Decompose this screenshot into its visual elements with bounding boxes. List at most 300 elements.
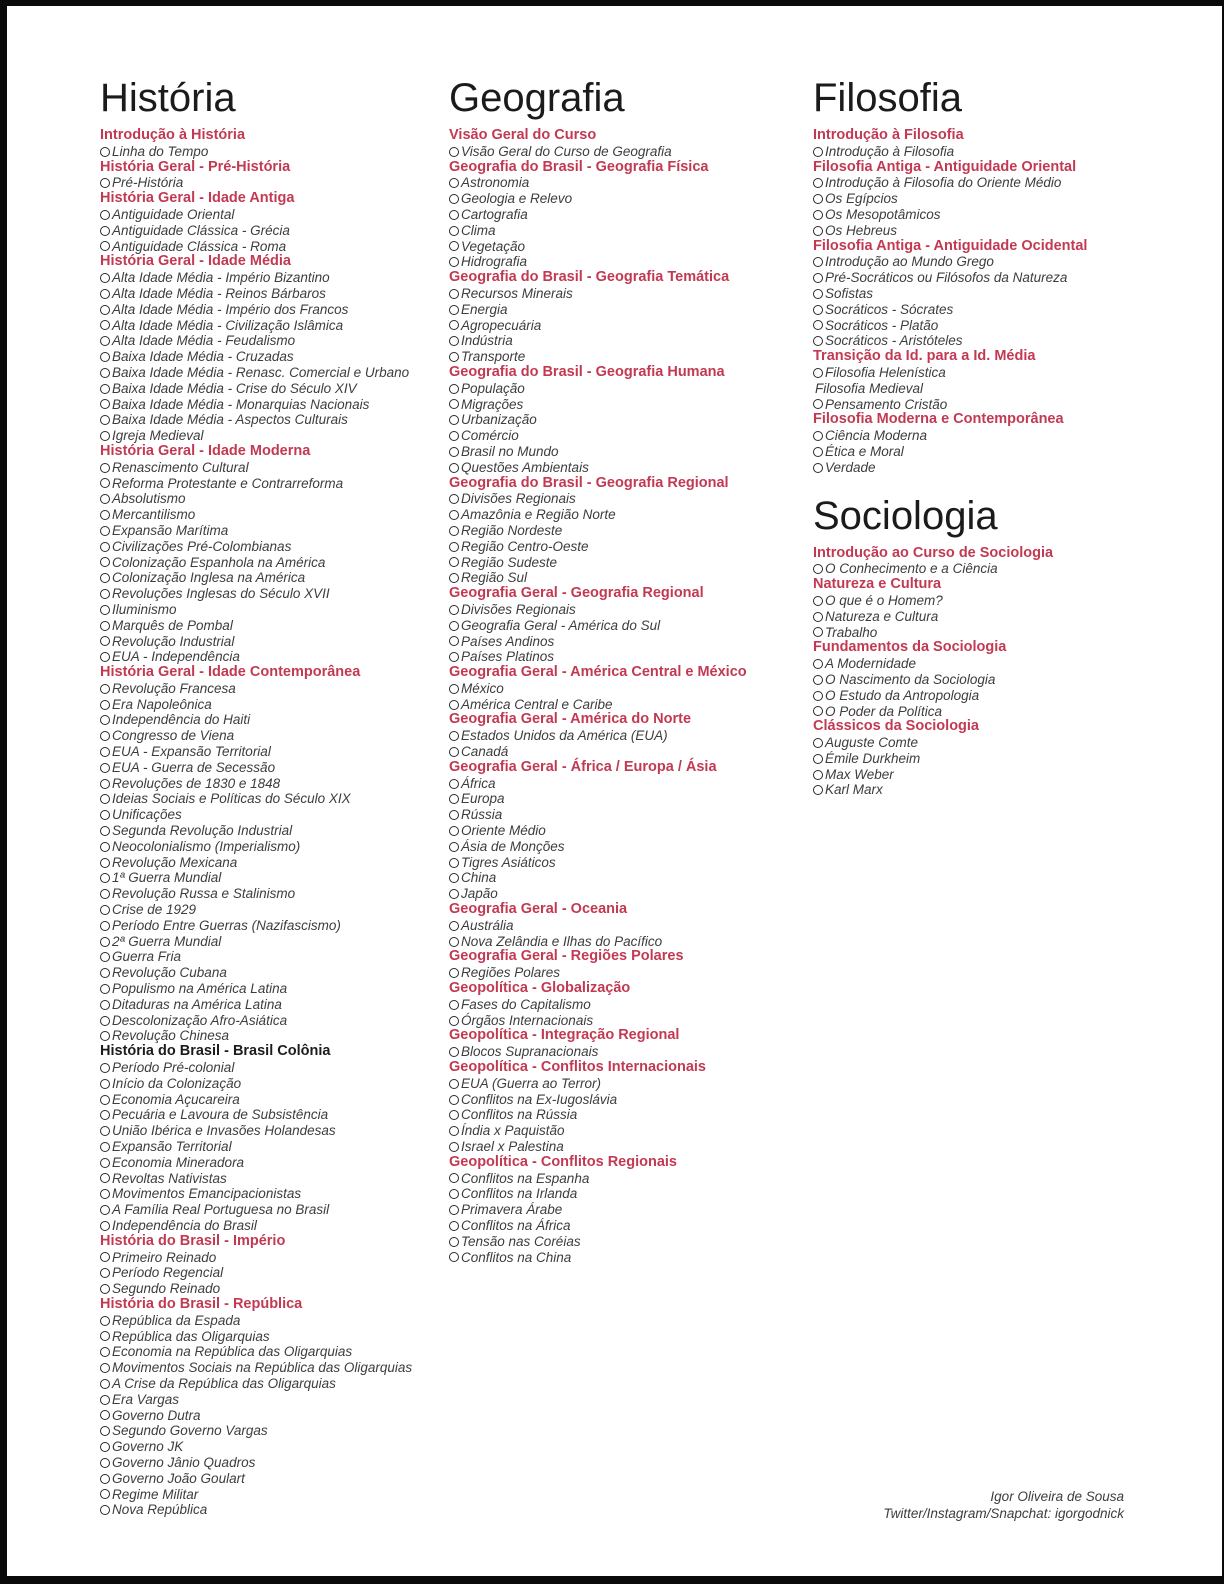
checkbox-circle-icon	[449, 1237, 459, 1247]
module-header: Geografia Geral - África / Europa / Ásia	[449, 758, 717, 775]
checkbox-circle-icon	[100, 463, 110, 473]
lesson-label: Independência do Brasil	[112, 1217, 257, 1233]
lesson-row	[100, 1471, 412, 1487]
lesson-row	[449, 1186, 747, 1202]
lesson-label: Segundo Governo Vargas	[112, 1423, 268, 1439]
lesson-row	[100, 839, 412, 855]
checkbox-circle-icon	[100, 1126, 110, 1136]
checkbox-circle-icon	[100, 858, 110, 868]
lesson-label: Conflitos na Espanha	[461, 1170, 590, 1186]
lesson-row	[100, 1455, 412, 1471]
lesson-row	[813, 688, 1087, 704]
lesson-label: Oriente Médio	[461, 823, 546, 839]
checkbox-circle-icon	[100, 1426, 110, 1436]
lesson-row	[813, 593, 1087, 609]
checkbox-circle-icon	[100, 415, 110, 425]
lesson-row	[100, 491, 412, 507]
lesson-row	[100, 270, 412, 286]
module-header: Clássicos da Sociologia	[813, 718, 979, 735]
lesson-row	[449, 602, 747, 618]
module-header: Introdução à História	[100, 127, 246, 143]
lesson-row	[100, 365, 412, 381]
checkbox-circle-icon	[100, 305, 110, 315]
lesson-row	[100, 460, 412, 476]
lesson-row	[813, 782, 1087, 798]
lesson-label: América Central e Caribe	[461, 696, 613, 712]
lesson-row	[100, 1092, 412, 1108]
lesson-label: Ásia de Monções	[461, 838, 565, 854]
lesson-label: Introdução à Filosofia	[825, 143, 955, 159]
lesson-label: Tensão nas Coréias	[461, 1233, 581, 1249]
checkbox-circle-icon	[813, 785, 823, 795]
lesson-row	[100, 428, 412, 444]
module-header: História Geral - Idade Contemporânea	[100, 664, 361, 681]
lesson-label: Início da Colonização	[112, 1075, 242, 1091]
lesson-label: Urbanização	[461, 412, 537, 428]
lesson-label: República das Oligarquias	[112, 1328, 270, 1344]
checkbox-circle-icon	[100, 779, 110, 789]
lesson-label: Karl Marx	[825, 782, 883, 798]
lesson-row	[100, 302, 412, 318]
module-header: Filosofia Antiga - Antiguidade Ocidental	[813, 237, 1088, 254]
lesson-row	[449, 634, 747, 650]
lesson-row	[100, 870, 412, 886]
lesson-row	[449, 823, 747, 839]
lesson-row	[449, 791, 747, 807]
lesson-label: EUA - Independência	[112, 649, 240, 665]
lesson-label: Conflitos na Ex-Iugoslávia	[461, 1091, 618, 1107]
checkbox-circle-icon	[813, 754, 823, 764]
lesson-row	[813, 365, 1087, 381]
checkbox-circle-icon	[449, 510, 459, 520]
lesson-row	[100, 1107, 412, 1123]
checkbox-circle-icon	[100, 368, 110, 378]
lesson-label: Igreja Medieval	[112, 428, 204, 444]
lesson-row	[100, 712, 412, 728]
lesson-label: Economia Mineradora	[112, 1154, 245, 1170]
lesson-row	[100, 902, 412, 918]
checkbox-circle-icon	[449, 257, 459, 267]
checkbox-circle-icon	[449, 1016, 459, 1026]
module-header: Geografia do Brasil - Geografia Regional	[449, 474, 729, 491]
lesson-label: O Conhecimento e a Ciência	[825, 561, 998, 577]
lesson-row	[100, 1487, 412, 1503]
lesson-label: Émile Durkheim	[825, 750, 921, 766]
lesson-row	[449, 507, 747, 523]
lesson-label: O que é o Homem?	[825, 592, 943, 608]
lesson-row	[449, 349, 747, 365]
lesson-row	[813, 397, 1087, 413]
lesson-row	[100, 381, 412, 397]
lesson-label: O Estudo da Antropologia	[825, 687, 980, 703]
checkbox-circle-icon	[813, 612, 823, 622]
lesson-label: Expansão Marítima	[112, 522, 229, 538]
lesson-label: Filosofia Helenística	[825, 364, 946, 380]
checkbox-circle-icon	[449, 684, 459, 694]
lesson-label: Alta Idade Média - Civilização Islâmica	[112, 317, 344, 333]
module-header: Geografia Geral - América do Norte	[449, 711, 692, 728]
checkbox-circle-icon	[449, 700, 459, 710]
checkbox-circle-icon	[813, 273, 823, 283]
lesson-row	[100, 1013, 412, 1029]
checkbox-circle-icon	[813, 210, 823, 220]
lesson-row	[100, 1186, 412, 1202]
checkbox-circle-icon	[449, 1142, 459, 1152]
checkbox-circle-icon	[813, 336, 823, 346]
checkbox-circle-icon	[449, 526, 459, 536]
lesson-label: A Família Real Portuguesa no Brasil	[112, 1202, 330, 1218]
lesson-row	[100, 649, 412, 665]
checkbox-circle-icon	[449, 289, 459, 299]
checkbox-circle-icon	[449, 226, 459, 236]
lesson-label: Região Nordeste	[461, 522, 563, 538]
checkbox-circle-icon	[100, 478, 110, 488]
lesson-row	[100, 1250, 412, 1266]
lesson-row	[100, 728, 412, 744]
checkbox-circle-icon	[100, 937, 110, 947]
lesson-row	[100, 412, 412, 428]
lesson-label: Conflitos na África	[461, 1217, 571, 1233]
lesson-row	[449, 1202, 747, 1218]
lesson-row	[449, 934, 747, 950]
lesson-label: EUA (Guerra ao Terror)	[461, 1075, 602, 1091]
lesson-label: Absolutismo	[112, 491, 186, 507]
lesson-row	[100, 1408, 412, 1424]
lesson-row	[449, 776, 747, 792]
lesson-label: Economia na República das Oligarquias	[112, 1344, 353, 1360]
checkbox-circle-icon	[100, 273, 110, 283]
lesson-label: Segunda Revolução Industrial	[112, 823, 293, 839]
checkbox-circle-icon	[100, 1142, 110, 1152]
lesson-label: Crise de 1929	[112, 902, 197, 918]
checkbox-circle-icon	[449, 210, 459, 220]
lesson-row	[100, 1281, 412, 1297]
lesson-row	[100, 886, 412, 902]
lesson-row	[813, 223, 1087, 239]
module-header: Geopolítica - Globalização	[449, 980, 631, 997]
footer-author: Igor Oliveira de Sousa	[990, 1489, 1124, 1504]
checkbox-circle-icon	[813, 627, 823, 637]
lesson-label: Ditaduras na América Latina	[112, 996, 282, 1012]
checkbox-circle-icon	[449, 352, 459, 362]
lesson-row	[449, 570, 747, 586]
lesson-label: Índia x Paquistão	[461, 1123, 565, 1139]
checkbox-circle-icon	[100, 889, 110, 899]
lesson-label: China	[461, 870, 497, 886]
lesson-label: Pré-História	[112, 175, 184, 191]
checkbox-circle-icon	[813, 738, 823, 748]
checkbox-circle-icon	[813, 147, 823, 157]
lesson-row	[100, 286, 412, 302]
lesson-row	[813, 561, 1087, 577]
checkbox-circle-icon	[100, 1095, 110, 1105]
checkbox-circle-icon	[449, 747, 459, 757]
checkbox-circle-icon	[449, 1205, 459, 1215]
lesson-label: Unificações	[112, 807, 182, 823]
lesson-row	[100, 223, 412, 239]
lesson-label: Linha do Tempo	[112, 143, 209, 159]
lesson-row	[449, 1250, 747, 1266]
lesson-row	[813, 207, 1087, 223]
checkbox-circle-icon	[100, 1505, 110, 1515]
checkbox-circle-icon	[449, 1173, 459, 1183]
lesson-label: Ciência Moderna	[825, 428, 928, 444]
lesson-label: Renascimento Cultural	[112, 459, 249, 475]
lesson-label: Período Regencial	[112, 1265, 224, 1281]
lesson-row	[100, 523, 412, 539]
lesson-row	[449, 1092, 747, 1108]
lesson-label: Revolução Francesa	[112, 680, 236, 696]
lesson-row	[100, 1202, 412, 1218]
lesson-label: Visão Geral do Curso de Geografia	[461, 143, 672, 159]
lesson-row	[813, 735, 1087, 751]
lesson-label: Período Entre Guerras (Nazifascismo)	[112, 917, 341, 933]
lesson-label: Cartografia	[461, 206, 528, 222]
module-header: Introdução à Filosofia	[813, 127, 964, 143]
lesson-row	[100, 570, 412, 586]
lesson-label: Divisões Regionais	[461, 601, 576, 617]
lesson-label: 1ª Guerra Mundial	[112, 870, 222, 886]
lesson-label: Antiguidade Clássica - Roma	[112, 238, 287, 254]
lesson-row	[100, 965, 412, 981]
lesson-label: Natureza e Cultura	[825, 608, 939, 624]
checkbox-circle-icon	[100, 1158, 110, 1168]
lesson-label: Regiões Polares	[461, 965, 561, 981]
checkbox-circle-icon	[449, 494, 459, 504]
lesson-row	[100, 1392, 412, 1408]
lesson-label: Primavera Árabe	[461, 1202, 563, 1218]
lesson-label: México	[461, 680, 504, 696]
lesson-row	[100, 1028, 412, 1044]
lesson-label: Baixa Idade Média - Renasc. Comercial e Urbano	[112, 364, 410, 380]
checkbox-circle-icon	[449, 937, 459, 947]
lesson-label: Governo Jânio Quadros	[112, 1454, 256, 1470]
checkbox-circle-icon	[449, 399, 459, 409]
lesson-row	[813, 333, 1087, 349]
lesson-row	[100, 1139, 412, 1155]
checkbox-circle-icon	[813, 706, 823, 716]
lesson-row	[449, 744, 747, 760]
lesson-label: Israel x Palestina	[461, 1139, 564, 1154]
lesson-row	[100, 239, 412, 255]
checkbox-circle-icon	[449, 415, 459, 425]
checkbox-circle-icon	[100, 226, 110, 236]
lesson-label: Revoluções Inglesas do Século XVII	[112, 586, 330, 602]
lesson-row	[449, 302, 747, 318]
lesson-label: Canadá	[461, 744, 509, 760]
checkbox-circle-icon	[449, 1079, 459, 1089]
checkbox-circle-icon	[449, 889, 459, 899]
lesson-label: A Modernidade	[825, 656, 917, 672]
checkbox-circle-icon	[100, 700, 110, 710]
checkbox-circle-icon	[100, 1395, 110, 1405]
lesson-row	[100, 697, 412, 713]
checkbox-circle-icon	[449, 320, 459, 330]
lesson-label: Japão	[461, 886, 498, 902]
lesson-row	[449, 1076, 747, 1092]
lesson-label: Revolução Cubana	[112, 965, 227, 981]
checkbox-circle-icon	[449, 1047, 459, 1057]
checkbox-circle-icon	[100, 1252, 110, 1262]
lesson-row	[449, 681, 747, 697]
lesson-row	[449, 555, 747, 571]
lesson-row	[100, 539, 412, 555]
module-header: História do Brasil - Brasil Colônia	[100, 1043, 331, 1060]
module-header: História Geral - Pré-História	[100, 158, 291, 175]
checkbox-circle-icon	[100, 431, 110, 441]
checkbox-circle-icon	[100, 921, 110, 931]
lesson-row	[449, 523, 747, 539]
checkbox-circle-icon	[100, 810, 110, 820]
lesson-row	[100, 1171, 412, 1187]
lesson-row	[100, 744, 412, 760]
module-header: Transição da Id. para a Id. Média	[813, 348, 1036, 365]
checkbox-circle-icon	[100, 715, 110, 725]
lesson-label: Colonização Inglesa na América	[112, 570, 306, 586]
checkbox-circle-icon	[813, 691, 823, 701]
checkbox-circle-icon	[100, 557, 110, 567]
checkbox-circle-icon	[100, 1031, 110, 1041]
checkbox-circle-icon	[100, 636, 110, 646]
lesson-row	[100, 1439, 412, 1455]
lesson-label: Brasil no Mundo	[461, 443, 559, 459]
lesson-label: Órgãos Internacionais	[461, 1012, 594, 1028]
lesson-row	[100, 144, 412, 160]
lesson-label: Ideias Sociais e Políticas do Século XIX	[112, 791, 351, 807]
checkbox-circle-icon	[100, 1110, 110, 1120]
lesson-label: Baixa Idade Média - Monarquias Nacionais	[112, 396, 370, 412]
checkbox-circle-icon	[449, 178, 459, 188]
checkbox-circle-icon	[100, 1268, 110, 1278]
lesson-row	[813, 672, 1087, 688]
lesson-label: Revolução Mexicana	[112, 854, 238, 870]
checkbox-circle-icon	[100, 542, 110, 552]
checkbox-circle-icon	[813, 564, 823, 574]
lesson-row	[449, 728, 747, 744]
checkbox-circle-icon	[100, 968, 110, 978]
lesson-label: Independência do Haiti	[112, 712, 251, 728]
lesson-row	[449, 886, 747, 902]
lesson-label: 2ª Guerra Mundial	[112, 933, 222, 949]
checkbox-circle-icon	[813, 305, 823, 315]
lesson-label: Região Centro-Oeste	[461, 538, 589, 554]
checkbox-circle-icon	[100, 1363, 110, 1373]
lesson-row	[449, 1218, 747, 1234]
module-header: História Geral - Idade Antiga	[100, 190, 295, 207]
lesson-label: Vegetação	[461, 238, 526, 254]
checkbox-circle-icon	[100, 510, 110, 520]
lesson-row	[100, 507, 412, 523]
lesson-row	[100, 333, 412, 349]
lesson-label: Hidrografia	[461, 254, 528, 270]
lesson-row	[449, 460, 747, 476]
lesson-row	[449, 539, 747, 555]
lesson-row	[100, 807, 412, 823]
checkbox-circle-icon	[813, 368, 823, 378]
lesson-row	[100, 634, 412, 650]
checkbox-circle-icon	[813, 257, 823, 267]
lesson-label: Pré-Socráticos ou Filósofos da Natureza	[825, 270, 1068, 286]
lesson-label: Fases do Capitalismo	[461, 996, 591, 1012]
lesson-label: Movimentos Emancipacionistas	[112, 1186, 302, 1202]
module-header: Fundamentos da Sociologia	[813, 639, 1007, 656]
lesson-label: Colonização Espanhola na América	[112, 554, 326, 570]
lesson-row	[813, 318, 1087, 334]
lesson-label: Revolução Chinesa	[112, 1028, 230, 1044]
lesson-row	[449, 397, 747, 413]
lesson-row	[100, 997, 412, 1013]
lesson-label: República da Espada	[112, 1312, 241, 1328]
lesson-label: África	[461, 775, 496, 791]
lesson-row	[813, 625, 1087, 641]
lesson-label: Mercantilismo	[112, 507, 196, 523]
checkbox-circle-icon	[449, 431, 459, 441]
checkbox-circle-icon	[449, 858, 459, 868]
lesson-row	[100, 318, 412, 334]
checkbox-circle-icon	[449, 873, 459, 883]
lesson-label: Indústria	[461, 333, 513, 349]
checkbox-circle-icon	[100, 1379, 110, 1389]
lesson-row	[449, 618, 747, 634]
checkbox-circle-icon	[100, 336, 110, 346]
checkbox-circle-icon	[100, 1442, 110, 1452]
lesson-row	[100, 760, 412, 776]
checkbox-circle-icon	[100, 1173, 110, 1183]
lesson-row	[449, 428, 747, 444]
checkbox-circle-icon	[100, 1079, 110, 1089]
checkbox-circle-icon	[813, 178, 823, 188]
lesson-row	[813, 270, 1087, 286]
lesson-row	[813, 286, 1087, 302]
checkbox-circle-icon	[813, 226, 823, 236]
lesson-label: Pensamento Cristão	[825, 396, 948, 412]
lesson-label: Primeiro Reinado	[112, 1249, 217, 1265]
module-header: Filosofia Antiga - Antiguidade Oriental	[813, 158, 1077, 175]
checkbox-circle-icon	[449, 147, 459, 157]
column-filosofia-sociologia	[813, 74, 1087, 798]
lesson-label: Agropecuária	[461, 317, 542, 333]
checkbox-circle-icon	[100, 1063, 110, 1073]
checkbox-circle-icon	[449, 1189, 459, 1199]
checkbox-circle-icon	[100, 905, 110, 915]
lesson-label: O Poder da Política	[825, 703, 943, 719]
lesson-row	[449, 1234, 747, 1250]
checkbox-circle-icon	[813, 447, 823, 457]
lesson-row	[100, 1076, 412, 1092]
lesson-label: Reforma Protestante e Contrarreforma	[112, 475, 344, 491]
lesson-label: Divisões Regionais	[461, 491, 576, 507]
lesson-row	[449, 286, 747, 302]
lesson-label: Austrália	[461, 917, 514, 933]
lesson-label: EUA - Guerra de Secessão	[112, 759, 276, 775]
lesson-label: Regime Militar	[112, 1486, 199, 1502]
lesson-row	[100, 981, 412, 997]
checkbox-circle-icon	[100, 1016, 110, 1026]
lesson-row	[449, 223, 747, 239]
checkbox-circle-icon	[449, 447, 459, 457]
lesson-label: Sofistas	[825, 285, 874, 301]
lesson-row	[449, 175, 747, 191]
checkbox-circle-icon	[100, 794, 110, 804]
lesson-label: Revoluções de 1830 e 1848	[112, 775, 281, 791]
lesson-row	[449, 1139, 747, 1155]
checkbox-circle-icon	[100, 573, 110, 583]
lesson-label: Tigres Asiáticos	[461, 854, 556, 870]
lesson-label: Região Sudeste	[461, 554, 558, 570]
checkbox-circle-icon	[100, 1474, 110, 1484]
lesson-label: Pecuária e Lavoura de Subsistência	[112, 1107, 329, 1123]
lesson-row	[449, 144, 747, 160]
